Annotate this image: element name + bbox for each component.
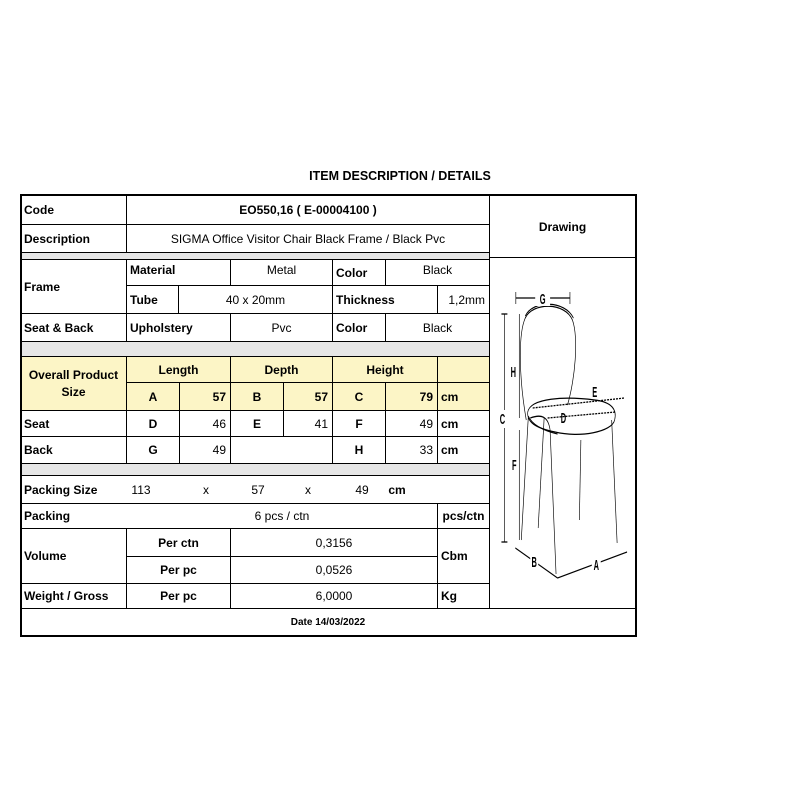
upholstery-label: Upholstery [130,320,193,335]
tube-label: Tube [130,292,158,307]
thickness-value: 1,2mm [448,292,485,307]
packing-size-height: 49 [355,482,369,497]
dim-c-label: C [354,389,364,404]
packing-value: 6 pcs / ctn [254,509,310,523]
dim-g-drawing-label: G [539,290,546,308]
volume-label: Volume [24,549,67,563]
dim-h-label: H [354,443,364,457]
height-header: Height [366,362,404,377]
packing-size-x: x [203,482,209,497]
seat-label: Seat [24,416,50,431]
tube-value: 40 x 20mm [225,292,286,307]
overall-unit: cm [441,389,459,404]
packing-size-unit: cm [388,482,406,497]
dim-c-value: 79 [419,389,433,404]
dim-g-label: G [148,443,158,457]
dim-c-drawing-label: C [499,410,506,428]
back-unit: cm [441,443,459,457]
dim-f-value: 49 [419,416,433,431]
dim-f-drawing-label: F [512,456,517,474]
chair-back [520,306,575,420]
volume-per-ctn-value: 0,3156 [315,535,353,550]
description-value: SIGMA Office Visitor Chair Black Frame / Black Pvc [170,231,446,246]
dim-b-label: B [252,389,262,404]
dim-d-value: 46 [212,416,226,431]
volume-per-pc-value: 0,0526 [315,563,353,577]
dim-a-label: A [148,389,158,404]
packing-size-length: 113 [131,482,151,497]
dim-b-drawing-label: B [531,553,537,571]
seat-back-label: Seat & Back [24,320,94,335]
packing-size-width: 57 [251,482,265,497]
overall-size-label-line2: Size [61,384,86,399]
code-label: Code [24,203,54,217]
packing-size-label: Packing Size [24,482,98,497]
dim-d-label: D [148,416,158,431]
frame-color-value: Black [422,263,453,277]
volume-per-ctn-label: Per ctn [158,535,199,550]
seat-color-value: Black [422,320,453,335]
volume-unit: Cbm [441,549,468,563]
spacer-row [20,341,490,356]
back-label: Back [24,443,53,457]
document-title: ITEM DESCRIPTION / DETAILS [309,169,491,183]
drawing-label: Drawing [538,219,587,234]
material-label: Material [130,263,176,277]
frame-color-label: Color [336,265,368,280]
depth-header: Depth [264,362,299,377]
dim-e-label: E [252,416,261,431]
length-header: Length [158,362,199,377]
spacer-row [20,463,490,475]
weight-per-pc-label: Per pc [160,589,197,603]
overall-size-label [21,357,126,410]
weight-value: 6,0000 [315,589,353,603]
dim-f-label: F [355,416,363,431]
seat-color-label: Color [336,320,368,335]
seat-unit: cm [441,416,459,431]
packing-unit: pcs/ctn [442,509,485,523]
dim-d-drawing-label: D [560,409,567,427]
description-label: Description [24,231,91,246]
dim-h-drawing-label: H [510,363,517,381]
dim-g-value: 49 [212,443,226,457]
material-value: Metal [266,263,297,277]
volume-per-pc-label: Per pc [160,563,197,577]
upholstery-value: Pvc [271,320,292,335]
packing-label: Packing [24,509,71,523]
date-footer: Date 14/03/2022 [290,616,366,628]
thickness-label: Thickness [336,292,395,307]
dim-e-drawing-label: E [592,383,598,401]
dim-a-value: 57 [212,389,226,404]
weight-unit: Kg [441,589,457,603]
dim-e-value: 41 [314,416,328,431]
code-value: EO550,16 ( E-00004100 ) [239,203,377,217]
dim-h-value: 33 [419,443,433,457]
weight-label: Weight / Gross [24,589,109,603]
chair-drawing [491,259,635,607]
dim-a-drawing-label: A [593,556,599,574]
spacer-row [20,252,490,259]
packing-size-x: x [305,482,311,497]
dim-b-value: 57 [314,389,328,404]
overall-size-label-line1: Overall Product [28,367,119,382]
frame-label: Frame [24,279,61,294]
